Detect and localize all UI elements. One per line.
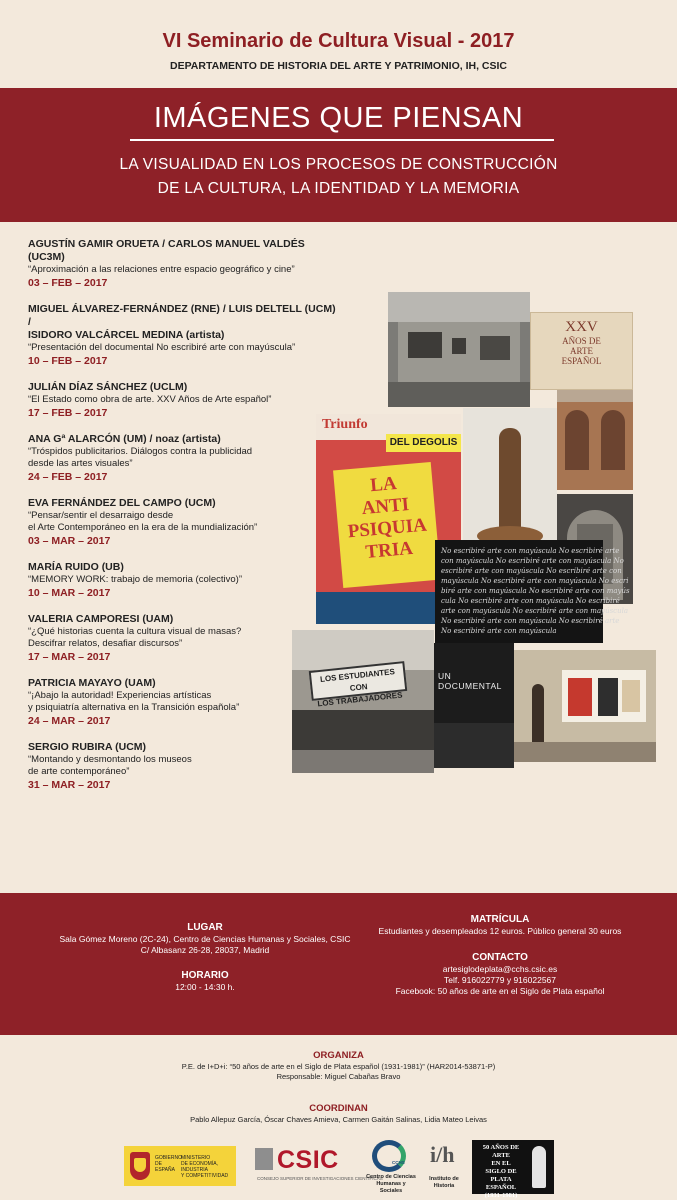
lugar-line-1: Sala Gómez Moreno (2C-24), Centro de Ciencias Humanas y Sociales, CSIC (59, 934, 351, 944)
session-talk-title: “Montando y desmontando los museos (28, 754, 192, 765)
session-speakers: ISIDORO VALCÁRCEL MEDINA (artista) (28, 329, 225, 341)
coordinan-title: COORDINAN (309, 1103, 368, 1114)
figure-icon (532, 1146, 546, 1188)
script-line: No escribiré arte con mayúscula No escribiré arte (441, 547, 620, 555)
subtitle-line-1: LA VISUALIDAD EN LOS PROCESOS DE CONSTRUCCIÓN (119, 156, 558, 173)
antipsiquiatria-card: LA ANTI PSIQUIA TRIA (333, 462, 441, 588)
script-line: con mayúscula No escribiré arte con mayúscula No (441, 557, 624, 565)
seminar-title: VI Seminario de Cultura Visual - 2017 (162, 30, 515, 52)
session-item (28, 381, 338, 420)
coordinan-block (0, 1103, 677, 1125)
logo-strip (0, 1138, 677, 1199)
session-talk-title: desde las artes visuales” (28, 458, 133, 469)
script-line: No escribiré arte con mayúscula (441, 627, 557, 635)
horario-block (40, 969, 370, 993)
matricula-block (350, 913, 650, 937)
subtitle-line-2: DE LA CULTURA, LA IDENTIDAD Y LA MEMORIA (157, 180, 520, 197)
contact-facebook: Facebook: 50 años de arte en el Siglo de Plata español (395, 986, 605, 996)
lugar-line-2: C/ Albasanz 26-28, 28037, Madrid (140, 945, 270, 955)
gobierno-ministerio-logo: GOBIERNO DE ESPAÑA MINISTERIO DE ECONOMÍA, INDUSTRIA Y COMPETITIVIDAD (124, 1146, 236, 1186)
session-talk-title: “Presentación del documental No escribiré arte con mayúscula” (28, 342, 296, 353)
csic-mark-icon (255, 1148, 273, 1170)
script-line: escribiré arte con mayúscula No escribiré arte con (441, 567, 622, 575)
siglo-de-plata-logo: 50 AÑOS DE ARTE EN EL SIGLO DE PLATA ESPAÑOL (1931-1981) (472, 1140, 554, 1194)
organiza-line-1: P.E. de I+D+i: “50 años de arte en el Siglo de Plata español (1931-1981)” (HAR2014-53871-P) (181, 1062, 496, 1071)
matricula-title: MATRÍCULA (470, 914, 530, 925)
info-band (0, 893, 677, 1035)
session-speakers: ANA Gª ALARCÓN (UM) / noaz (artista) (28, 433, 221, 445)
main-title: IMÁGENES QUE PIENSAN (153, 102, 524, 134)
title-underline (130, 139, 554, 141)
session-item (28, 238, 338, 290)
session-item (28, 497, 338, 548)
organiza-line-2: Responsable: Miguel Cabañas Bravo (276, 1072, 401, 1081)
protest-sign: LOS ESTUDIANTES CON LOS TRABAJADORES (309, 661, 408, 701)
horario-line: 12:00 - 14:30 h. (175, 982, 235, 992)
script-line: biré arte con mayúscula No escribiré arte con mayús (441, 587, 630, 595)
session-speakers: PATRICIA MAYAYO (UAM) (28, 677, 156, 689)
header (0, 0, 677, 88)
exhibition-wall-photo (514, 650, 656, 762)
session-talk-title: “Aproximación a las relaciones entre espacio geográfico y cine” (28, 264, 295, 275)
magazine-tag: DEL DEGOLIS (386, 434, 461, 452)
instituto-historia-logo: i/h Instituto de Historia (429, 1142, 459, 1189)
session-talk-title: “Tróspidos publicitarios. Diálogos contra la publicidad (28, 446, 253, 457)
session-talk-title: el Arte Contemporáneo en la era de la mundialización” (28, 522, 258, 533)
magazine-header: Triunfo (322, 417, 368, 432)
session-date: 24 – FEB – 2017 (28, 471, 108, 483)
session-talk-title: “Pensar/sentir el desarraigo desde (28, 510, 174, 521)
xxv-catalog-cover: XXV AÑOS DE ARTE ESPAÑOL (530, 312, 633, 390)
documentary-still (434, 643, 514, 768)
session-item (28, 303, 338, 368)
session-talk-title: “¡Abajo la autoridad! Experiencias artísticas (28, 690, 212, 701)
contact-email[interactable]: artesiglodeplata@cchs.csic.es (442, 964, 558, 974)
handwritten-script-panel (435, 540, 630, 643)
lugar-title: LUGAR (187, 922, 223, 933)
session-date: 17 – FEB – 2017 (28, 407, 108, 419)
script-line: No escribiré arte con mayúscula No escribiré arte (441, 617, 620, 625)
session-date: 03 – FEB – 2017 (28, 277, 108, 289)
script-line: arte con mayúscula No escribiré arte con mayúscula (441, 607, 629, 615)
session-date: 10 – MAR – 2017 (28, 587, 111, 599)
matricula-line: Estudiantes y desempleados 12 euros. Público general 30 euros (378, 926, 622, 936)
script-line: cula No escribiré arte con mayúscula No escribiré (441, 597, 620, 605)
department-name: DEPARTAMENTO DE HISTORIA DEL ARTE Y PATRIMONIO, IH, CSIC (170, 60, 507, 72)
horario-title: HORARIO (181, 970, 229, 981)
session-speakers: EVA FERNÁNDEZ DEL CAMPO (UCM) (28, 497, 216, 509)
contacto-block (350, 951, 650, 997)
documental-label: UN DOCUMENTAL (438, 671, 502, 691)
session-talk-title: “MEMORY WORK: trabajo de memoria (colectivo)” (28, 574, 242, 585)
session-speakers: JULIÁN DÍAZ SÁNCHEZ (UCLM) (28, 381, 188, 393)
csic-logo: CSIC CONSEJO SUPERIOR DE INVESTIGACIONES CIENTÍFICAS (257, 1146, 383, 1181)
session-speakers: AGUSTÍN GAMIR ORUETA / CARLOS MANUEL VALDÉS (UC3M) (28, 238, 305, 263)
session-date: 10 – FEB – 2017 (28, 355, 108, 367)
session-talk-title: “El Estado como obra de arte. XXV Años de Arte español” (28, 394, 272, 405)
session-date: 17 – MAR – 2017 (28, 651, 111, 663)
session-talk-title: de arte contemporáneo” (28, 766, 130, 777)
organiza-title: ORGANIZA (313, 1050, 364, 1061)
session-date: 03 – MAR – 2017 (28, 535, 111, 547)
gallery-photo (388, 292, 530, 407)
cchs-ring-icon (372, 1140, 406, 1172)
coordinan-line: Pablo Allepuz García, Óscar Chaves Amieva, Carmen Gaitán Salinas, Lidia Mateo Leivas (190, 1115, 487, 1124)
script-line: mayúscula No escribiré arte con mayúscula No escri (441, 577, 629, 585)
session-item (28, 561, 338, 600)
session-item (28, 433, 338, 484)
contacto-title: CONTACTO (472, 952, 528, 963)
organiza-block (0, 1050, 677, 1082)
plaza-photo (557, 390, 633, 490)
demonstration-photo (292, 630, 434, 773)
session-speakers: MARÍA RUIDO (UB) (28, 561, 124, 573)
cchs-logo: CCHS Centro de Ciencias Humanas y Sociales (366, 1140, 416, 1192)
lugar-block (40, 921, 370, 956)
session-date: 31 – MAR – 2017 (28, 779, 111, 791)
title-banner (0, 88, 677, 222)
session-date: 24 – MAR – 2017 (28, 715, 111, 727)
contact-phone: Telf. 916022779 y 916022567 (443, 975, 556, 985)
session-talk-title: y psiquiatría alternativa en la Transición española” (28, 702, 240, 713)
session-speakers: SERGIO RUBIRA (UCM) (28, 741, 147, 753)
session-speakers: MIGUEL ÁLVAREZ-FERNÁNDEZ (RNE) / LUIS DELTELL (UCM) / (28, 303, 336, 328)
session-talk-title: Descifrar relatos, desafiar discursos” (28, 638, 183, 649)
session-speakers: VALERIA CAMPORESI (UAM) (28, 613, 174, 625)
session-talk-title: “¿Qué historias cuenta la cultura visual de masas? (28, 626, 242, 637)
